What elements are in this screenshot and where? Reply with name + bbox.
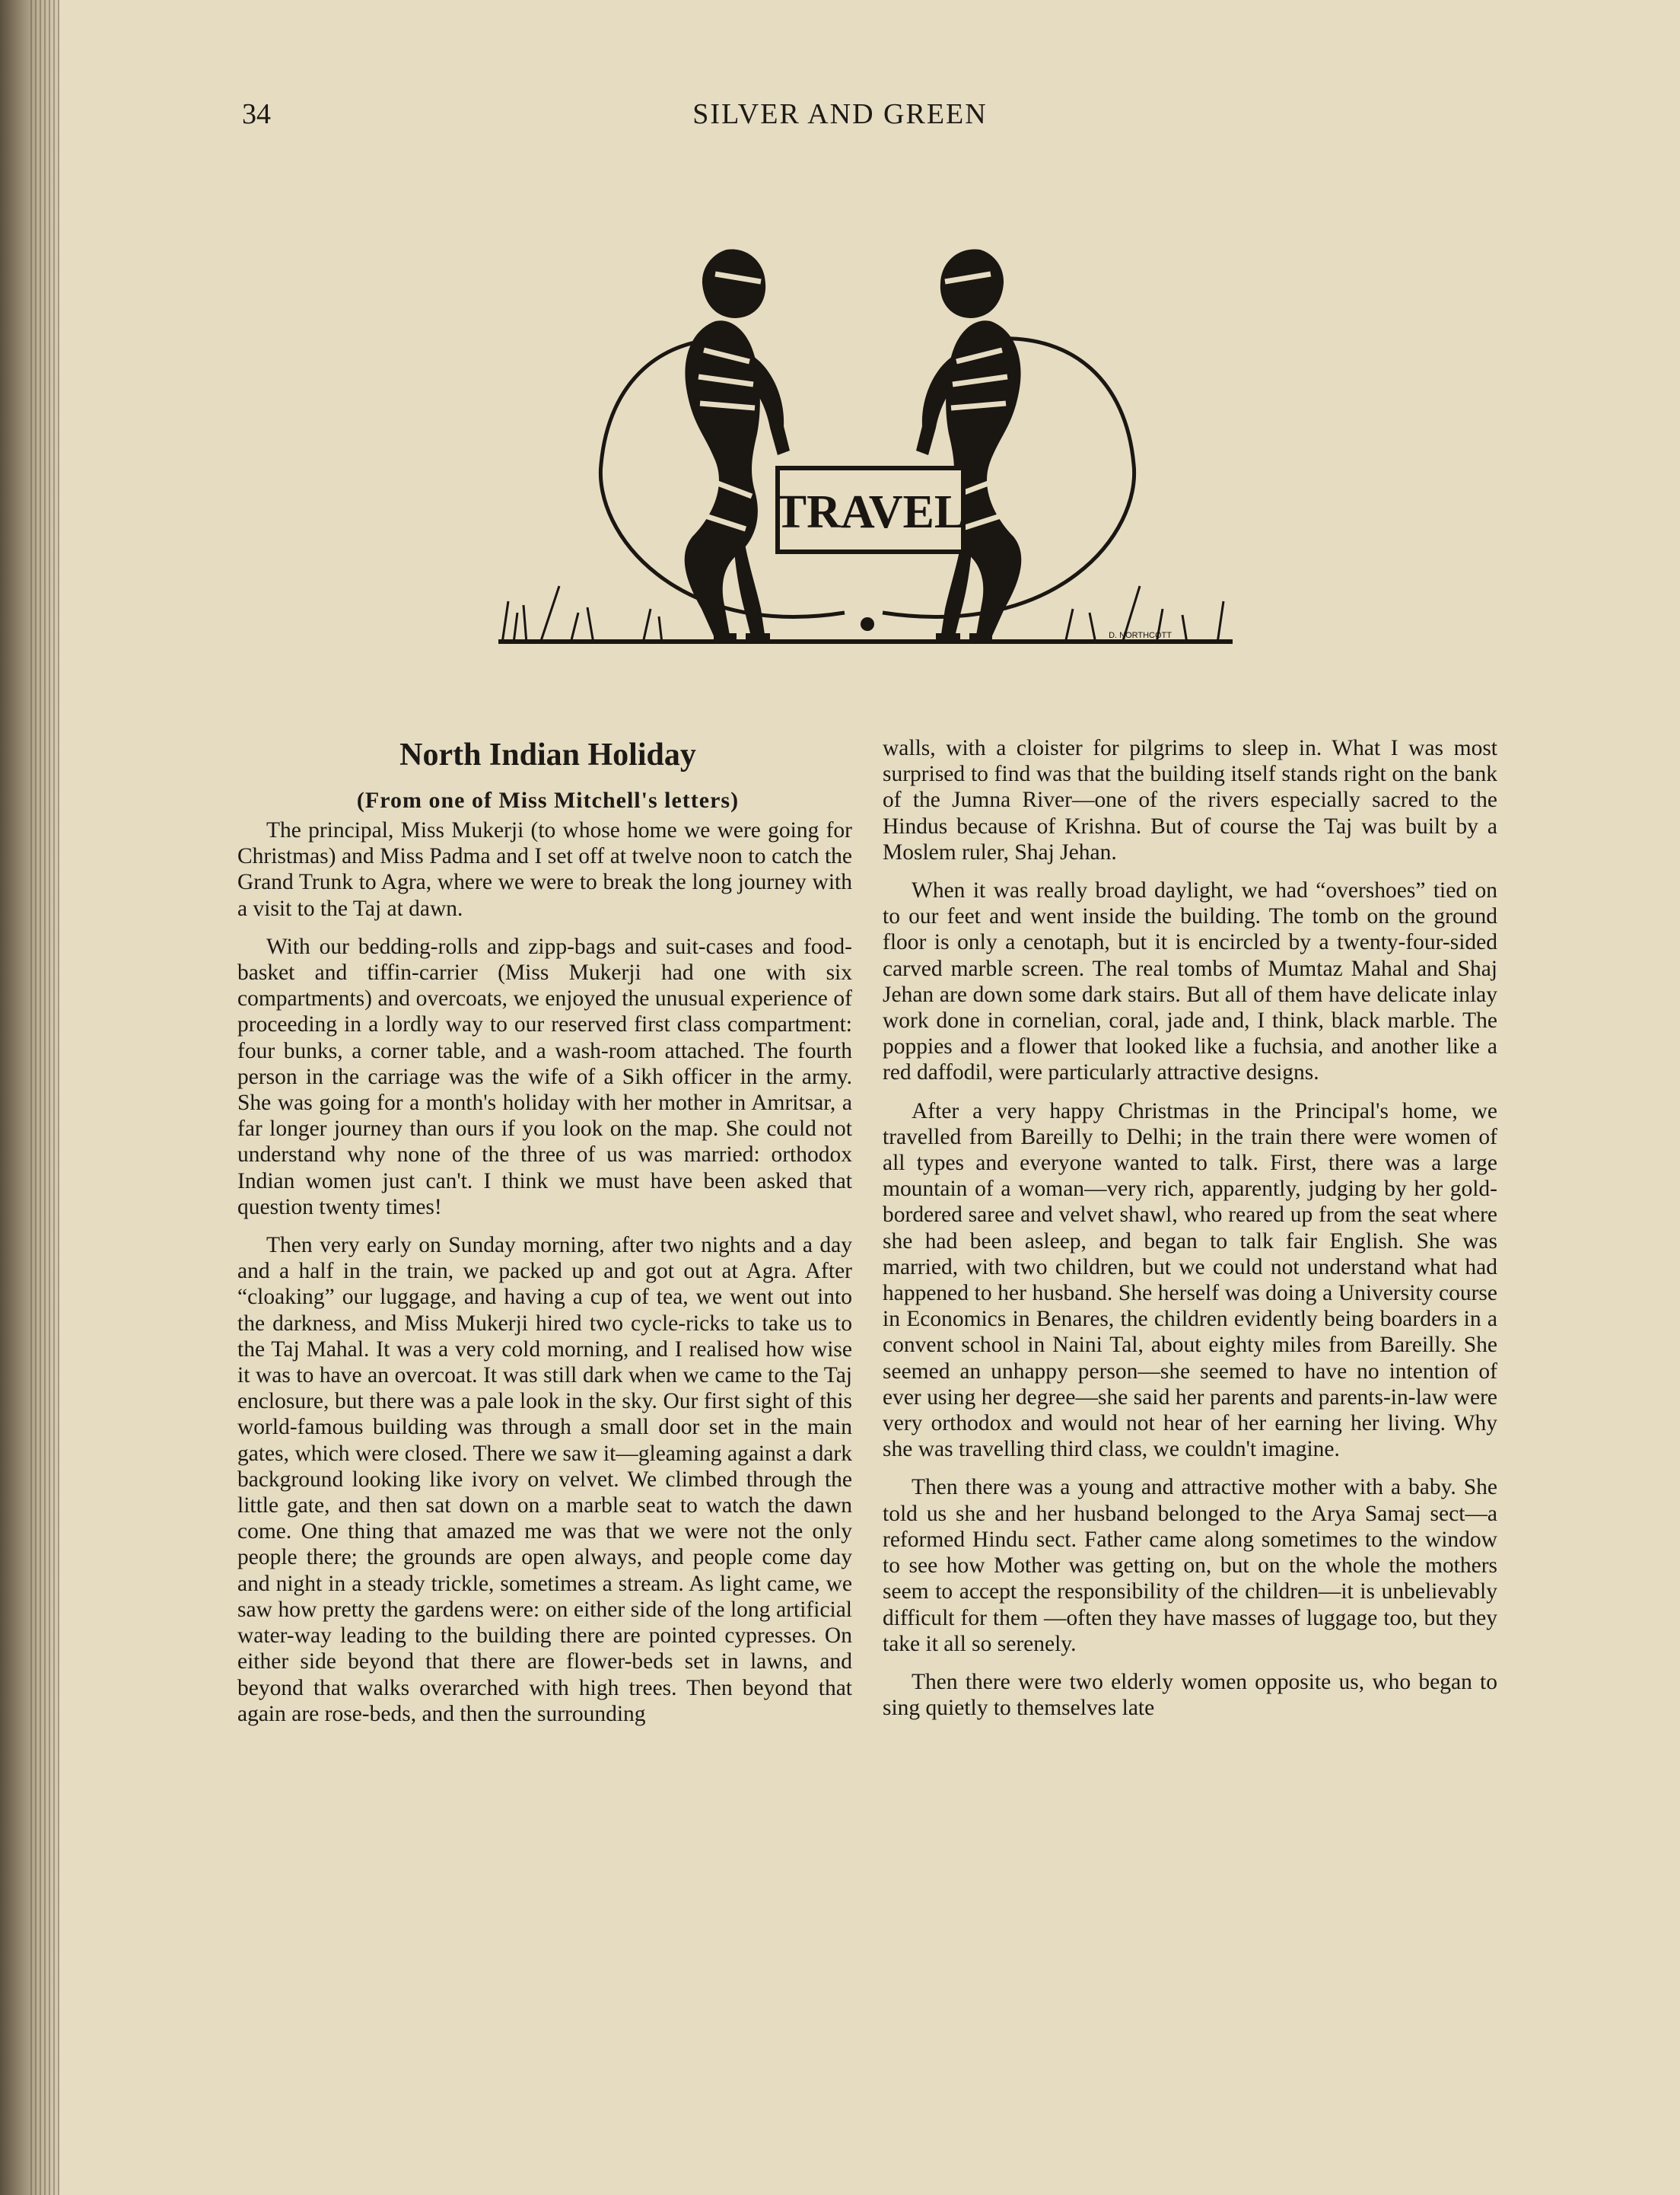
left-column [237, 817, 852, 1739]
page-stack-lines [30, 0, 59, 2195]
paragraph: When it was really broad daylight, we had “overshoes” tied on to our feet and went inside the building. The tomb on the ground floor is only a cenotaph, but it is encircled by a twenty-four-sided carved marble screen. The real tombs of Mumtaz Mahal and Shaj Jehan are down some dark stairs. But all of them have delicate inlay work done in cornelian, coral, jade and, I think, black marble. The poppies and a flower that looked like a fuchsia, and another like a red daffodil, were particularly attractive designs. [883, 878, 1497, 1085]
paragraph: Then there was a young and attractive mother with a baby. She told us she and her husband belonged to the Arya Samaj sect—a reformed Hindu sect. Father came along sometimes to the window to see how Mother was getting on, but on the whole the mothers seem to accept the responsibility of the children—it is unbelievably difficult for them —often they have masses of luggage too, but they take it all so serenely. [883, 1475, 1497, 1656]
travel-banner-text: TRAVEL [775, 486, 966, 538]
running-head: SILVER AND GREEN [692, 98, 988, 130]
left-figure-silhouette [685, 249, 790, 641]
paragraph: Then there were two elderly women opposite us, who began to sing quietly to themselves late [883, 1669, 1497, 1721]
paragraph: The principal, Miss Mukerji (to whose home we were going for Christmas) and Miss Padma and I set off at twelve noon to catch the Grand Trunk to Agra, where we were to break the long journey with a visit to the Taj at dawn. [237, 818, 852, 921]
travel-illustration [487, 228, 1248, 685]
ornament-dot [861, 617, 874, 631]
page-header [0, 97, 1680, 143]
paragraph: walls, with a cloister for pilgrims to sleep in. What I was most surprised to find was that the building itself stands right on the bank of the Jumna River—one of the rivers especially sacred to the Hindus because of Krishna. But of course the Taj was built by a Moslem ruler, Shaj Jehan. [883, 736, 1497, 865]
page-number: 34 [242, 98, 271, 130]
paragraph: After a very happy Christmas in the Principal's home, we travelled from Bareilly to Delhi; in the train there were women of all types and everyone wanted to talk. First, there was a large mountain of a woman—very rich, apparently, judging by her gold-bordered saree and velvet shawl, who reared up from the seat where she had been asleep, and began to talk fair English. She was married, with two children, but we could not understand what had happened to her husband. She herself was doing a University course in Economics in Benares, the children evidently being boarders in a convent school in Naini Tal, about eighty miles from Bareilly. She seemed an unhappy person—she seemed to have no intention of ever using her degree—she said her parents and parents-in-law were very orthodox and would not hear of her earning her living. Why she was travelling third class, we couldn't imagine. [883, 1098, 1497, 1462]
article-title: North Indian Holiday [399, 738, 696, 773]
paragraph: With our bedding-rolls and zipp-bags and suit-cases and food-basket and tiffin-carrier (Miss Mukerji had one with six compartments) and overcoats, we enjoyed the unusual experience of proceeding in a lordly way to our reserved first class compartment: four bunks, a corner table, and a wash-room attached. The fourth person in the carriage was the wife of a Sikh officer in the army. She was going for a month's holiday with her mother in Amritsar, a far longer journey than ours if you look on the map. She could not understand why none of the three of us was married: orthodox Indian women just can't. I think we must have been asked that question twenty times! [237, 934, 852, 1219]
illustrator-signature: D. NORTHCOTT [1109, 631, 1172, 640]
paragraph: Then very early on Sunday morning, after two nights and a day and a half in the train, we packed up and got out at Agra. After “cloaking” our luggage, and having a cup of tea, we went out into the darkness, and Miss Mukerji hired two cycle-ricks to take us to the Taj Mahal. It was a very cold morning, and I realised how wise it was to have an overcoat. It was still dark when we came to the Taj enclosure, but there was a pale look in the sky. Our first sight of this world-famous building was through a small door set in the main gates, which were closed. There we saw it—gleaming against a dark background looking like ivory on velvet. We climbed through the little gate, and then sat down on a marble seat to watch the dawn come. One thing that amazed me was that we were not the only people there; the grounds are open always, and people come day and night in a steady trickle, sometimes a stream. As light came, we saw how pretty the gardens were: on either side of the long artificial water-way leading to the building there are pointed cypresses. On either side beyond that there are flower-beds set in lawns, and beyond that walks overarched with high trees. Then beyond that again are rose-beds, and then the surrounding [237, 1233, 852, 1726]
page-binding-edge [0, 0, 59, 2195]
right-figure-silhouette [916, 249, 1021, 641]
right-column [883, 735, 1497, 1733]
article-subtitle: (From one of Miss Mitchell's letters) [356, 788, 740, 813]
